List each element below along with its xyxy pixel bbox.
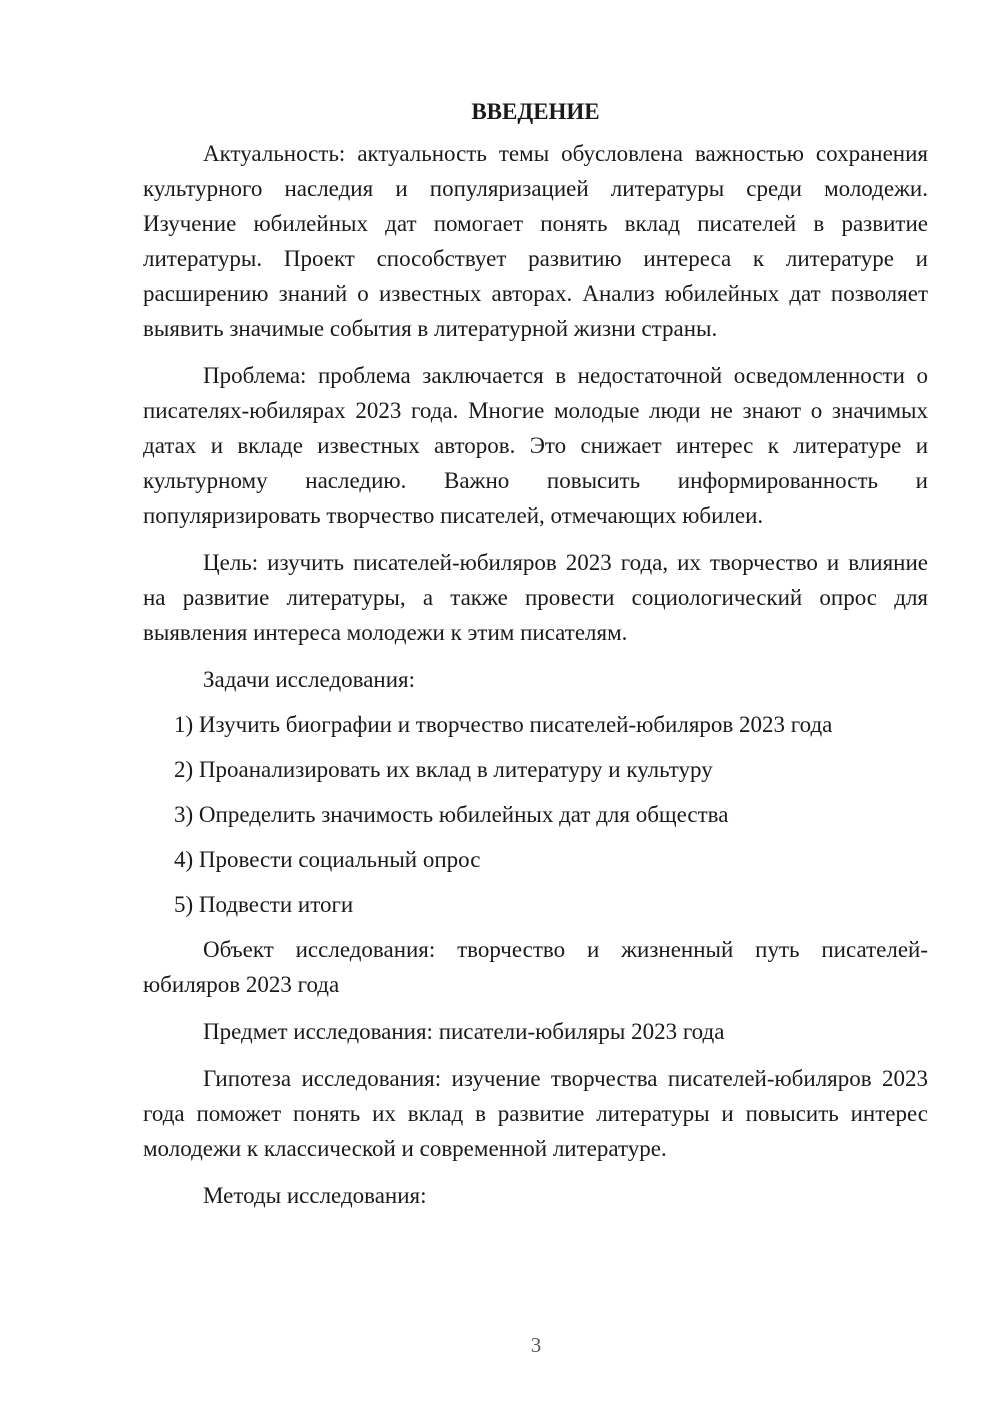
subject-paragraph: Предмет исследования: писатели-юбиляры 2023 года	[203, 1019, 725, 1044]
tasks-list	[143, 707, 928, 922]
relevance-paragraph: Актуальность: актуальность темы обусловлена важностью сохранения культурного наследия и популяризацией литературы среди молодежи. Изучение юбилейных дат помогает понять вклад писателей в развитие литературы. Проект способствует развитию интереса к литературе и расширению знаний о известных авторах. Анализ юбилейных дат позволяет выявить значимые события в литературной жизни страны.	[143, 141, 928, 341]
hypothesis-paragraph: Гипотеза исследования: изучение творчества писателей-юбиляров 2023 года поможет понять их вклад в развитие литературы и повысить интерес молодежи к классической и современной литературе.	[143, 1066, 928, 1161]
page-content	[143, 92, 928, 1225]
task-item-2: 2) Проанализировать их вклад в литературу и культуру	[174, 757, 713, 782]
task-item-1: 1) Изучить биографии и творчество писателей-юбиляров 2023 года	[174, 712, 833, 737]
task-item-5: 5) Подвести итоги	[174, 892, 354, 917]
page-title: ВВЕДЕНИЕ	[471, 99, 600, 124]
methods-paragraph: Методы исследования:	[203, 1183, 427, 1208]
task-item-4: 4) Провести социальный опрос	[174, 847, 481, 872]
page-number: 3	[530, 1333, 542, 1357]
task-item-3: 3) Определить значимость юбилейных дат для общества	[174, 802, 729, 827]
problem-paragraph: Проблема: проблема заключается в недостаточной осведомленности о писателях-юбилярах 2023 года. Многие молодые люди не знают о значимых датах и вкладе известных авторов. Это снижает интерес к литературе и культурному наследию. Важно повысить информированность и популяризировать творчество писателей, отмечающих юбилеи.	[143, 363, 928, 528]
goal-paragraph: Цель: изучить писателей-юбиляров 2023 года, их творчество и влияние на развитие литературы, а также провести социологический опрос для выявления интереса молодежи к этим писателям.	[143, 550, 928, 645]
object-paragraph: Объект исследования: творчество и жизненный путь писателей-юбиляров 2023 года	[143, 937, 928, 997]
tasks-heading: Задачи исследования:	[203, 667, 416, 692]
